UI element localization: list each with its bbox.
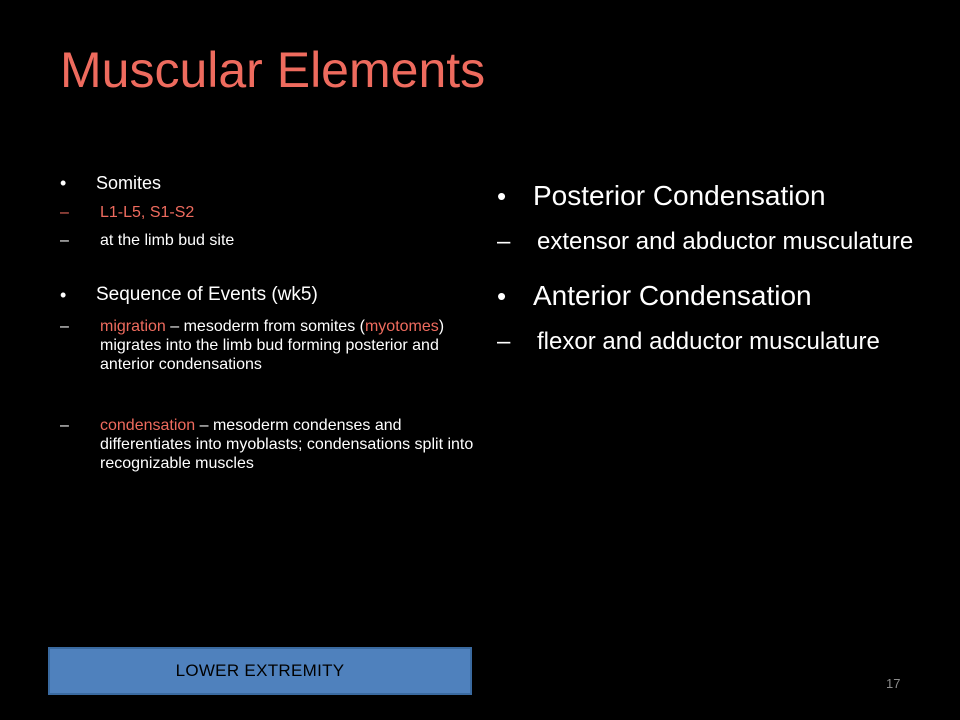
bullet-icon: • — [60, 173, 67, 193]
anterior-detail: – flexor and adductor musculature — [497, 324, 917, 360]
posterior-detail: – extensor and abductor musculature — [497, 224, 917, 260]
bullet-somites — [60, 172, 480, 194]
myotomes-highlight: myotomes — [364, 318, 439, 335]
bullet-posterior — [497, 176, 917, 216]
sequence-item-condensation: – condensation – mesoderm condenses and differentiates into myoblasts; condensations split into recognizable muscles — [60, 417, 474, 472]
page-number: 17 — [886, 676, 901, 691]
left-column — [60, 172, 480, 473]
somites-item-site: – at the limb bud site — [60, 232, 235, 249]
dash-icon: – — [497, 328, 511, 355]
bullet-icon: • — [60, 285, 67, 305]
dash-icon: – — [60, 232, 69, 249]
somites-label: Somites — [96, 173, 162, 193]
sequence-label: Sequence of Events (wk5) — [96, 284, 318, 305]
anterior-label: Anterior Condensation — [533, 280, 812, 311]
dash-icon: – — [497, 228, 511, 255]
slide-title: Muscular Elements — [60, 42, 486, 98]
dash-icon: – — [60, 204, 69, 221]
bullet-sequence — [60, 284, 480, 306]
sequence-item-migration: – migration – mesoderm from somites (myotomes) migrates into the limb bud forming posterior and anterior condensations — [60, 318, 445, 373]
dash-icon: – — [60, 417, 69, 434]
bullet-icon: • — [497, 281, 507, 311]
bullet-anterior — [497, 276, 917, 316]
migration-term: migration — [100, 318, 166, 335]
posterior-label: Posterior Condensation — [533, 180, 826, 211]
bullet-icon: • — [497, 181, 507, 211]
dash-icon: – — [60, 318, 69, 335]
somites-item-levels: – L1-L5, S1-S2 — [60, 204, 195, 221]
right-column — [497, 176, 917, 360]
lower-extremity-label: LOWER EXTREMITY — [48, 647, 472, 695]
condensation-term: condensation — [100, 417, 196, 434]
